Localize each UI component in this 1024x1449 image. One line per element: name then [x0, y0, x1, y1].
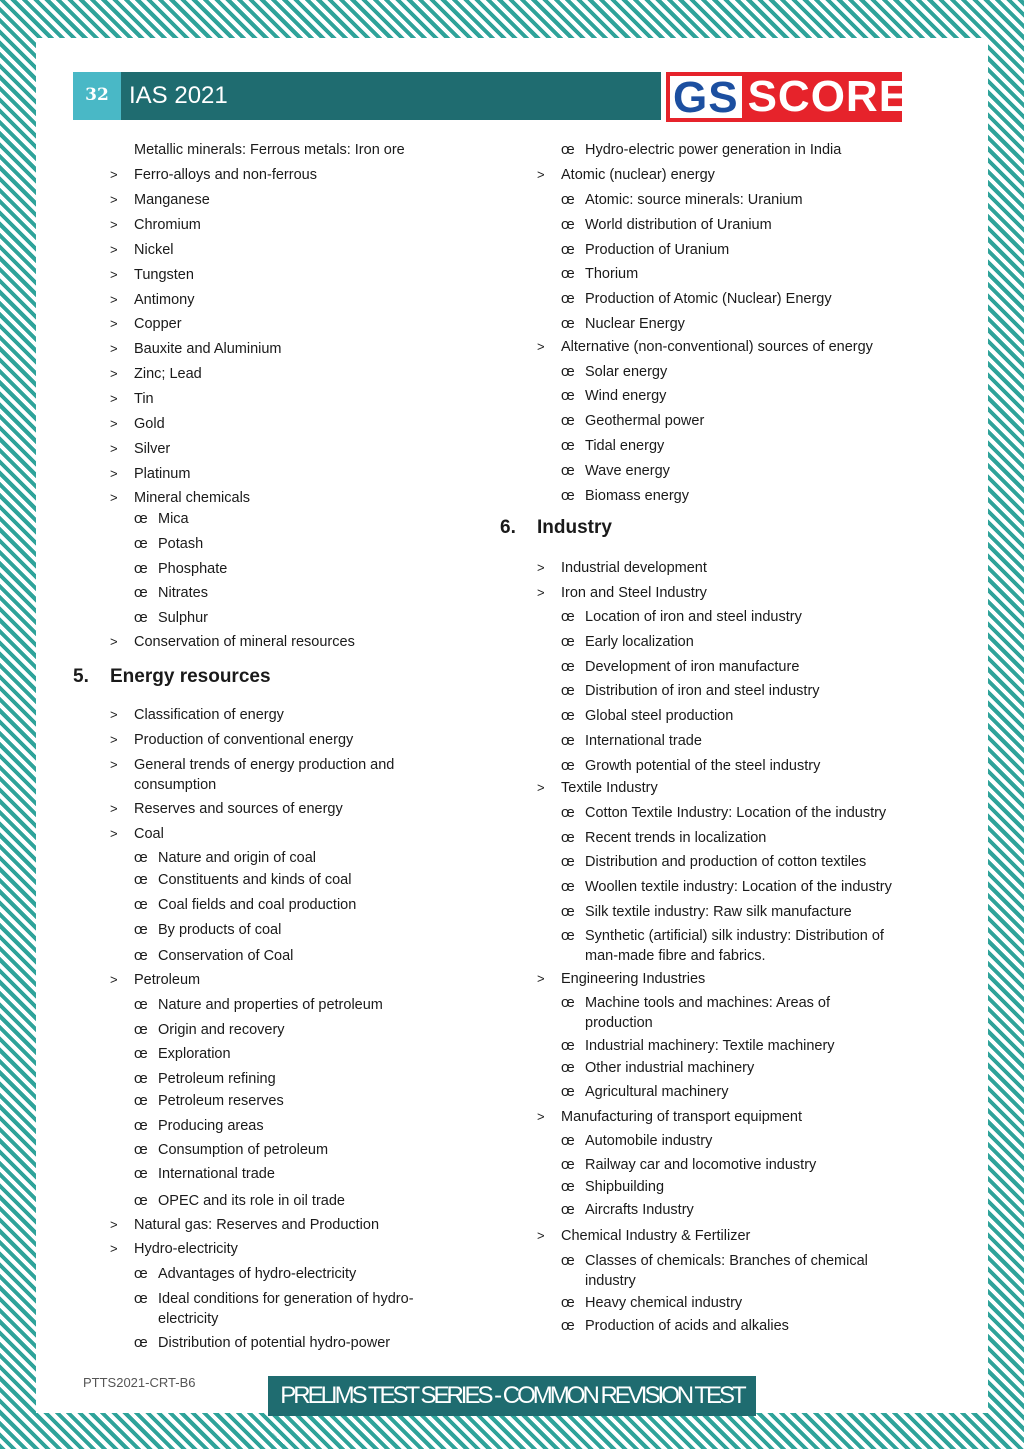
circle-bullet-icon: œ [561, 1202, 575, 1218]
arrow-bullet-icon: > [537, 780, 545, 795]
circle-bullet-icon: œ [561, 805, 575, 821]
circle-bullet-icon: œ [561, 995, 575, 1011]
list-item-text: Mineral chemicals [134, 490, 251, 506]
list-item-text: Potash [158, 536, 204, 552]
circle-bullet-icon: œ [561, 904, 575, 920]
circle-bullet-icon: œ [134, 1118, 148, 1134]
gs-score-logo [666, 72, 910, 122]
list-item-text: Nuclear Energy [585, 316, 685, 332]
arrow-bullet-icon: > [110, 242, 118, 257]
arrow-bullet-icon: > [537, 167, 545, 182]
arrow-bullet-icon: > [110, 707, 118, 722]
list-item-text: Classification of energy [134, 707, 284, 723]
arrow-bullet-icon: > [537, 971, 545, 986]
circle-bullet-icon: œ [134, 850, 148, 866]
circle-bullet-icon: œ [561, 854, 575, 870]
section-title: Industry [537, 517, 612, 538]
page [36, 38, 988, 1413]
list-item-text: Gold [134, 416, 165, 432]
list-item-text: Atomic: source minerals: Uranium [585, 192, 803, 208]
list-item-text: Platinum [134, 466, 191, 482]
circle-bullet-icon: œ [134, 922, 148, 938]
list-item-text: Antimony [134, 292, 195, 308]
list-item-text: Wind energy [585, 388, 667, 404]
list-item-text: Producing areas [158, 1118, 264, 1134]
list-item-text: Solar energy [585, 364, 668, 380]
arrow-bullet-icon: > [110, 801, 118, 816]
list-item-text: Development of iron manufacture [585, 659, 800, 675]
circle-bullet-icon: œ [134, 997, 148, 1013]
list-item-text: Distribution and production of cotton textiles [585, 854, 867, 870]
circle-bullet-icon: œ [561, 463, 575, 479]
circle-bullet-icon: œ [134, 536, 148, 552]
list-item-text: Recent trends in localization [585, 830, 767, 846]
circle-bullet-icon: œ [561, 830, 575, 846]
arrow-bullet-icon: > [110, 1241, 118, 1256]
document-code: PTTS2021-CRT-B6 [83, 1375, 196, 1390]
list-item-text: Production of Uranium [585, 242, 730, 258]
circle-bullet-icon: œ [134, 1071, 148, 1087]
list-item-text: Aircrafts Industry [585, 1202, 694, 1218]
arrow-bullet-icon: > [110, 391, 118, 406]
list-item-text: Coal fields and coal production [158, 897, 357, 913]
circle-bullet-icon: œ [561, 634, 575, 650]
list-item-text: Global steel production [585, 708, 734, 724]
circle-bullet-icon: œ [134, 511, 148, 527]
logo-score-text: SCORE [747, 72, 910, 121]
circle-bullet-icon: œ [561, 683, 575, 699]
list-item-text [134, 755, 503, 795]
arrow-bullet-icon: > [110, 341, 118, 356]
list-item-text: Hydro-electricity [134, 1241, 238, 1257]
circle-bullet-icon: œ [561, 291, 575, 307]
circle-bullet-icon: œ [561, 316, 575, 332]
list-item-text: Chromium [134, 217, 201, 233]
list-item-text: International trade [158, 1166, 275, 1182]
circle-bullet-icon: œ [561, 609, 575, 625]
arrow-bullet-icon: > [110, 1217, 118, 1232]
arrow-bullet-icon: > [110, 972, 118, 987]
page-number: 32 [73, 72, 121, 120]
circle-bullet-icon: œ [134, 897, 148, 913]
list-item-text: Mica [158, 511, 189, 527]
list-item-text: Wave energy [585, 463, 670, 479]
list-item-text: Ferro-alloys and non-ferrous [134, 167, 317, 183]
list-item-text: World distribution of Uranium [585, 217, 772, 233]
circle-bullet-icon: œ [561, 1179, 575, 1195]
circle-bullet-icon: œ [561, 217, 575, 233]
circle-bullet-icon: œ [561, 266, 575, 282]
list-item-text: Nitrates [158, 585, 208, 601]
list-item-line: electricity [158, 1311, 219, 1327]
arrow-bullet-icon: > [537, 585, 545, 600]
list-item-text: Advantages of hydro-electricity [158, 1266, 357, 1282]
list-item-text [585, 926, 940, 966]
list-item-text: Copper [134, 316, 182, 332]
circle-bullet-icon: œ [561, 413, 575, 429]
list-item-line: Ideal conditions for generation of hydro- [158, 1291, 414, 1307]
list-item-text: Conservation of Coal [158, 948, 294, 964]
list-item-text: Conservation of mineral resources [134, 634, 355, 650]
arrow-bullet-icon: > [537, 1109, 545, 1124]
list-item-text: Constituents and kinds of coal [158, 872, 352, 888]
list-item-line: Classes of chemicals: Branches of chemical [585, 1253, 868, 1269]
circle-bullet-icon: œ [561, 1157, 575, 1173]
list-item-line: consumption [134, 777, 217, 793]
list-item-line: industry [585, 1273, 636, 1289]
list-item-line: Synthetic (artificial) silk industry: Distribution of [585, 928, 884, 944]
arrow-bullet-icon: > [110, 634, 118, 649]
arrow-bullet-icon: > [110, 466, 118, 481]
circle-bullet-icon: œ [134, 948, 148, 964]
arrow-bullet-icon: > [110, 732, 118, 747]
list-item-text: Growth potential of the steel industry [585, 758, 821, 774]
list-item-text: Tungsten [134, 267, 194, 283]
list-item-text: Exploration [158, 1046, 231, 1062]
arrow-bullet-icon: > [110, 316, 118, 331]
circle-bullet-icon: œ [134, 1022, 148, 1038]
header-bar [121, 72, 661, 120]
arrow-bullet-icon: > [537, 339, 545, 354]
circle-bullet-icon: œ [561, 1038, 575, 1054]
list-item-text: Engineering Industries [561, 971, 706, 987]
arrow-bullet-icon: > [110, 192, 118, 207]
list-item-text: Other industrial machinery [585, 1060, 755, 1076]
list-item-text: Metallic minerals: Ferrous metals: Iron ore [134, 142, 405, 158]
circle-bullet-icon: œ [561, 1133, 575, 1149]
list-item-text: Bauxite and Aluminium [134, 341, 282, 357]
list-item-text: Manganese [134, 192, 210, 208]
circle-bullet-icon: œ [561, 758, 575, 774]
circle-bullet-icon: œ [134, 561, 148, 577]
arrow-bullet-icon: > [110, 167, 118, 182]
list-item-line: Machine tools and machines: Areas of [585, 995, 831, 1011]
list-item-text: Distribution of iron and steel industry [585, 683, 820, 699]
list-item-text: Early localization [585, 634, 694, 650]
arrow-bullet-icon: > [110, 441, 118, 456]
list-item-text: Silk textile industry: Raw silk manufacture [585, 904, 852, 920]
arrow-bullet-icon: > [537, 560, 545, 575]
circle-bullet-icon: œ [561, 242, 575, 258]
list-item-text: Geothermal power [585, 413, 705, 429]
section-number: 5. [73, 666, 89, 687]
list-item-text: Reserves and sources of energy [134, 801, 343, 817]
footer-banner: PRELIMS TEST SERIES - COMMON REVISION TEST [268, 1376, 756, 1416]
list-item-line: production [585, 1015, 653, 1031]
circle-bullet-icon: œ [134, 872, 148, 888]
arrow-bullet-icon: > [110, 490, 118, 505]
logo-gs-text: GS [670, 76, 742, 118]
circle-bullet-icon: œ [134, 1266, 148, 1282]
circle-bullet-icon: œ [561, 1253, 575, 1269]
list-item-text: Agricultural machinery [585, 1084, 729, 1100]
list-item-text: Zinc; Lead [134, 366, 202, 382]
arrow-bullet-icon: > [110, 366, 118, 381]
arrow-bullet-icon: > [537, 1228, 545, 1243]
list-item-text: Petroleum refining [158, 1071, 276, 1087]
list-item-text: Heavy chemical industry [585, 1295, 743, 1311]
list-item-text: International trade [585, 733, 702, 749]
list-item-text: Alternative (non-conventional) sources of energy [561, 339, 873, 355]
list-item-text: Location of iron and steel industry [585, 609, 802, 625]
arrow-bullet-icon: > [110, 826, 118, 841]
section-number: 6. [500, 517, 516, 538]
circle-bullet-icon: œ [561, 733, 575, 749]
circle-bullet-icon: œ [561, 708, 575, 724]
list-item-text: Phosphate [158, 561, 228, 577]
list-item-text [585, 1251, 940, 1291]
circle-bullet-icon: œ [561, 1060, 575, 1076]
list-item-text: Tin [134, 391, 154, 407]
list-item-text: Railway car and locomotive industry [585, 1157, 817, 1173]
list-item-text: Atomic (nuclear) energy [561, 167, 715, 183]
arrow-bullet-icon: > [110, 416, 118, 431]
list-item-text: OPEC and its role in oil trade [158, 1193, 345, 1209]
list-item-text: Petroleum [134, 972, 201, 988]
list-item-text: Biomass energy [585, 488, 689, 504]
arrow-bullet-icon: > [110, 217, 118, 232]
list-item-text: Coal [134, 826, 164, 842]
circle-bullet-icon: œ [134, 1291, 148, 1307]
list-item-text: Automobile industry [585, 1133, 713, 1149]
circle-bullet-icon: œ [134, 1166, 148, 1182]
circle-bullet-icon: œ [561, 659, 575, 675]
arrow-bullet-icon: > [110, 292, 118, 307]
circle-bullet-icon: œ [561, 1318, 575, 1334]
circle-bullet-icon: œ [134, 1142, 148, 1158]
list-item-text: Chemical Industry & Fertilizer [561, 1228, 751, 1244]
list-item-text: Tidal energy [585, 438, 665, 454]
section-title: Energy resources [110, 666, 271, 687]
list-item-text: Shipbuilding [585, 1179, 665, 1195]
list-item-text: Sulphur [158, 610, 208, 626]
list-item-text: Petroleum reserves [158, 1093, 284, 1109]
list-item-text: Nickel [134, 242, 174, 258]
circle-bullet-icon: œ [561, 1295, 575, 1311]
list-item-text: Cotton Textile Industry: Location of the industry [585, 805, 887, 821]
list-item-text: Iron and Steel Industry [561, 585, 707, 601]
circle-bullet-icon: œ [134, 1093, 148, 1109]
circle-bullet-icon: œ [561, 488, 575, 504]
circle-bullet-icon: œ [134, 1193, 148, 1209]
list-item-text [585, 993, 940, 1033]
circle-bullet-icon: œ [561, 364, 575, 380]
list-item-line: General trends of energy production and [134, 757, 395, 773]
list-item-text: Nature and properties of petroleum [158, 997, 383, 1013]
circle-bullet-icon: œ [561, 192, 575, 208]
list-item-text: Hydro-electric power generation in India [585, 142, 842, 158]
circle-bullet-icon: œ [134, 1335, 148, 1351]
list-item-text: Industrial machinery: Textile machinery [585, 1038, 835, 1054]
circle-bullet-icon: œ [561, 438, 575, 454]
list-item-text: Nature and origin of coal [158, 850, 316, 866]
list-item-text: Woollen textile industry: Location of the industry [585, 879, 892, 895]
circle-bullet-icon: œ [561, 142, 575, 158]
list-item-text: Thorium [585, 266, 639, 282]
list-item-text: Production of acids and alkalies [585, 1318, 789, 1334]
list-item-text: Silver [134, 441, 171, 457]
list-item-text: Production of Atomic (Nuclear) Energy [585, 291, 832, 307]
circle-bullet-icon: œ [561, 879, 575, 895]
list-item-text: Origin and recovery [158, 1022, 285, 1038]
list-item-text: Natural gas: Reserves and Production [134, 1217, 380, 1233]
header-title: IAS 2021 [129, 82, 228, 109]
circle-bullet-icon: œ [134, 610, 148, 626]
circle-bullet-icon: œ [561, 388, 575, 404]
list-item-text: Textile Industry [561, 780, 658, 796]
list-item-text: Manufacturing of transport equipment [561, 1109, 802, 1125]
list-item-text: Consumption of petroleum [158, 1142, 329, 1158]
circle-bullet-icon: œ [561, 1084, 575, 1100]
list-item-text [158, 1289, 503, 1329]
circle-bullet-icon: œ [561, 928, 575, 944]
list-item-text: Industrial development [561, 560, 707, 576]
list-item-line: man-made fibre and fabrics. [585, 948, 766, 964]
arrow-bullet-icon: > [110, 267, 118, 282]
list-item-text: Distribution of potential hydro-power [158, 1335, 391, 1351]
circle-bullet-icon: œ [134, 585, 148, 601]
list-item-text: Production of conventional energy [134, 732, 354, 748]
list-item-text: By products of coal [158, 922, 282, 938]
arrow-bullet-icon: > [110, 757, 118, 772]
circle-bullet-icon: œ [134, 1046, 148, 1062]
